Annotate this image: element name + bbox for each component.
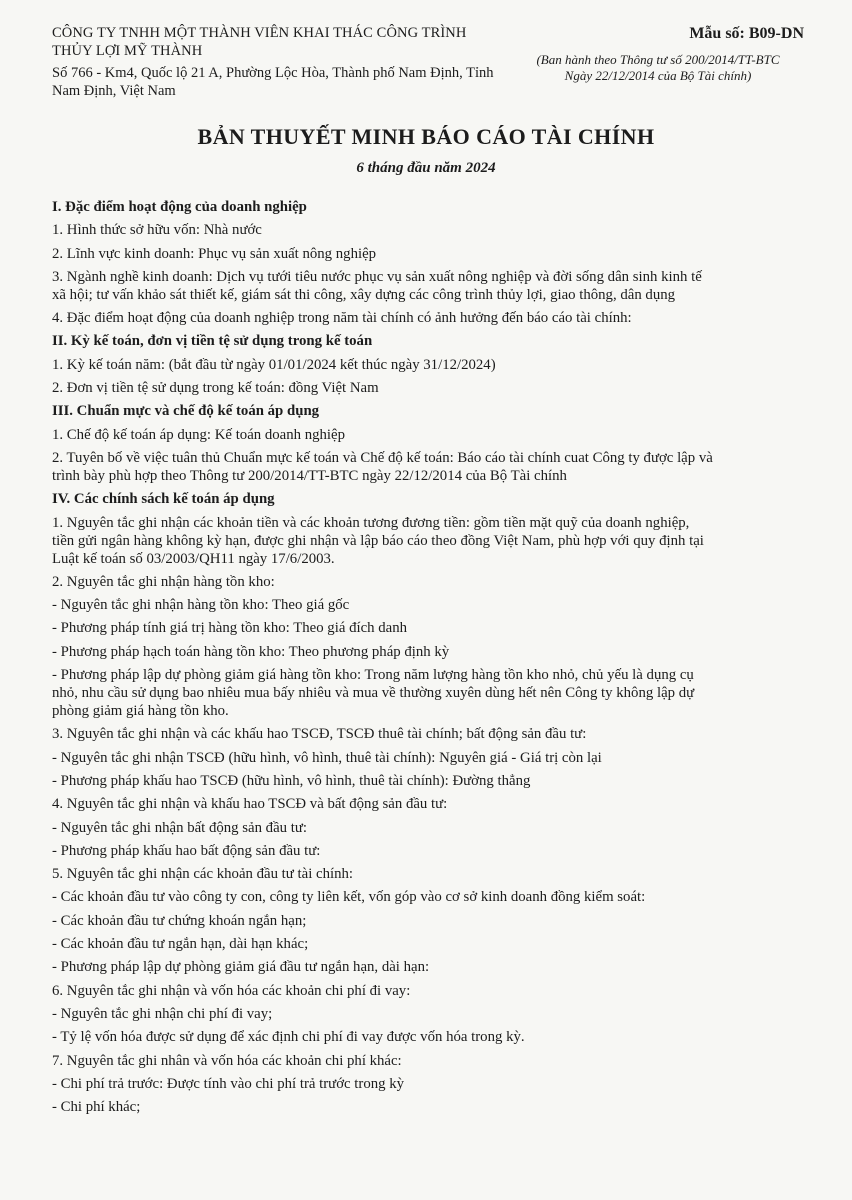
form-note [508,52,808,84]
text-line: - Phương pháp lập dự phòng giảm giá đầu tư ngắn hạn, dài hạn: [52,959,430,976]
text-line: - Phương pháp khấu hao bất động sản đầu tư: [52,842,321,859]
text-line: 1. Kỳ kế toán năm: (bắt đầu từ ngày 01/01/2024 kết thúc ngày 31/12/2024) [52,356,496,373]
text-line: - Chi phí khác; [52,1099,141,1116]
document-body [52,198,812,1121]
text-line: 1. Hình thức sở hữu vốn: Nhà nước [52,222,262,239]
document-subtitle: 6 tháng đầu năm 2024 [356,160,496,176]
text-line: - Tỷ lệ vốn hóa được sử dụng để xác định chi phí đi vay được vốn hóa trong kỳ. [52,1029,525,1046]
text-line: nhỏ, nhu cầu sử dụng bao nhiêu mua bấy nhiêu và mua về thường xuyên dùng hết nên Công ty không lập dự [52,685,695,702]
text-line: - Nguyên tắc ghi nhận hàng tồn kho: Theo giá gốc [52,597,350,614]
text-line: - Các khoản đầu tư ngắn hạn, dài hạn khác; [52,936,309,953]
text-line: phòng giảm giá hàng tồn kho. [52,703,229,720]
document-title: BẢN THUYẾT MINH BÁO CÁO TÀI CHÍNH [197,124,655,149]
company-address-line2: Nam Định, Việt Nam [52,83,176,99]
section-heading: I. Đặc điểm hoạt động của doanh nghiệp [52,199,307,215]
form-info [508,24,808,84]
text-line: - Các khoản đầu tư chứng khoán ngắn hạn; [52,912,307,929]
text-line: Luật kế toán số 03/2003/QH11 ngày 17/6/2003. [52,550,335,567]
text-line: 1. Nguyên tắc ghi nhận các khoản tiền và các khoản tương đương tiền: gồm tiền mặt quỹ của doanh nghiệp, [52,514,690,531]
form-code: Mẫu số: B09-DN [689,25,804,42]
company-header [52,24,522,100]
text-line: trình bày phù hợp theo Thông tư 200/2014/TT-BTC ngày 22/12/2014 của Bộ Tài chính [52,467,567,484]
section-heading: IV. Các chính sách kế toán áp dụng [52,491,275,508]
text-line: - Nguyên tắc ghi nhận TSCĐ (hữu hình, vô hình, thuê tài chính): Nguyên giá - Giá trị còn lại [52,749,602,766]
text-line: 1. Chế độ kế toán áp dụng: Kế toán doanh nghiệp [52,426,345,443]
text-line: 5. Nguyên tắc ghi nhận các khoản đầu tư tài chính: [52,866,353,883]
text-line: 7. Nguyên tắc ghi nhân và vốn hóa các khoản chi phí khác: [52,1052,402,1069]
text-line: - Các khoản đầu tư vào công ty con, công ty liên kết, vốn góp vào cơ sở kinh doanh đồng kiểm soát: [52,889,646,906]
text-line: 4. Đặc điểm hoạt động của doanh nghiệp trong năm tài chính có ảnh hưởng đến báo cáo tài chính: [52,310,632,327]
text-line: - Phương pháp khấu hao TSCĐ (hữu hình, vô hình, thuê tài chính): Đường thẳng [52,772,531,789]
text-line: 2. Đơn vị tiền tệ sử dụng trong kế toán: đồng Việt Nam [52,380,379,397]
text-line: 3. Nguyên tắc ghi nhận và các khấu hao TSCĐ, TSCĐ thuê tài chính; bất động sản đầu tư: [52,726,587,743]
text-line: - Nguyên tắc ghi nhận bất động sản đầu tư: [52,819,307,836]
text-line: 6. Nguyên tắc ghi nhận và vốn hóa các khoản chi phí đi vay: [52,982,411,999]
text-line: - Nguyên tắc ghi nhận chi phí đi vay; [52,1005,273,1022]
text-line: 2. Nguyên tắc ghi nhận hàng tồn kho: [52,573,275,590]
section-heading: II. Kỳ kế toán, đơn vị tiền tệ sử dụng trong kế toán [52,333,373,350]
form-note-line1: (Ban hành theo Thông tư số 200/2014/TT-BTC [536,52,780,67]
text-line: 2. Lĩnh vực kinh doanh: Phục vụ sản xuất nông nghiệp [52,245,377,262]
text-line: 3. Ngành nghề kinh doanh: Dịch vụ tưới tiêu nước phục vụ sản xuất nông nghiệp và đời sống dân sinh kinh tế [52,268,702,285]
text-line: - Chi phí trả trước: Được tính vào chi phí trả trước trong kỳ [52,1075,405,1092]
company-address-line1: Số 766 - Km4, Quốc lộ 21 A, Phường Lộc Hòa, Thành phố Nam Định, Tỉnh [52,65,494,81]
text-line: tiền gửi ngân hàng không kỳ hạn, được ghi nhận và lập báo cáo theo đồng Việt Nam, phù hợp với quy định tại [52,532,704,549]
form-note-line2: Ngày 22/12/2014 của Bộ Tài chính) [564,68,752,83]
text-line: 2. Tuyên bố về việc tuân thủ Chuẩn mực kế toán và Chế độ kế toán: Báo cáo tài chính cuat Công ty được lập và [52,449,713,466]
text-line: - Phương pháp tính giá trị hàng tồn kho: Theo giá đích danh [52,620,408,637]
section-heading: III. Chuẩn mực và chế độ kế toán áp dụng [52,403,320,420]
text-line: - Phương pháp hạch toán hàng tồn kho: Theo phương pháp định kỳ [52,643,450,660]
company-name-line1: CÔNG TY TNHH MỘT THÀNH VIÊN KHAI THÁC CÔNG TRÌNH [52,25,467,41]
text-line: xã hội; tư vấn khảo sát thiết kế, giám sát thi công, xây dựng các công trình thủy lợi, giao thông, dân dụng [52,286,676,303]
text-line: 4. Nguyên tắc ghi nhận và khấu hao TSCĐ và bất động sản đầu tư: [52,796,448,813]
text-line: - Phương pháp lập dự phòng giảm giá hàng tồn kho: Trong năm lượng hàng tồn kho nhỏ, chủ yếu là dụng cụ [52,667,694,684]
company-name-line2: THỦY LỢI MỸ THÀNH [52,43,203,59]
